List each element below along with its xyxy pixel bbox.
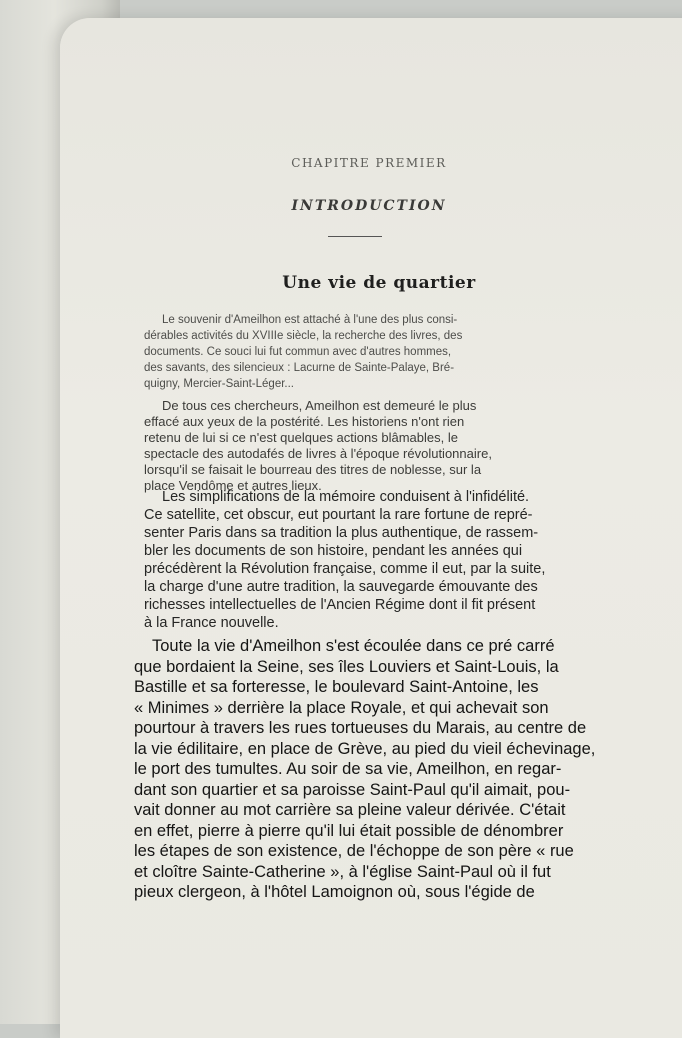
- title-divider: [328, 236, 382, 237]
- paragraph-1: [144, 312, 654, 392]
- paragraph-2: [144, 398, 664, 494]
- text-line: « Minimes » derrière la place Royale, et qui achevait son: [134, 698, 549, 717]
- paragraph-3: [144, 488, 679, 632]
- text-line: pourtour à travers les rues tortueuses du Marais, au centre de: [134, 719, 587, 737]
- text-line: pieux clergeon, à l'hôtel Lamoignon où, sous l'égide de: [134, 883, 535, 901]
- text-line: que bordaient la Seine, ses îles Louviers et Saint-Louis, la: [134, 657, 559, 676]
- book-page: [60, 18, 682, 1038]
- page-content: [104, 18, 664, 1018]
- text-line: le port des tumultes. Au soir de sa vie, Ameilhon, en regar-: [134, 760, 562, 778]
- text-line: les étapes de son existence, de l'échoppe de son père « rue: [134, 842, 574, 860]
- text-line: Le souvenir d'Ameilhon est attaché à l'une des plus consi-: [162, 314, 458, 326]
- text-line: effacé aux yeux de la postérité. Les historiens n'ont rien: [144, 414, 465, 429]
- text-line: retenu de lui si ce n'est quelques actions blâmables, le: [144, 430, 458, 445]
- text-line: place Vendôme et autres lieux.: [144, 478, 322, 493]
- text-line: quigny, Mercier-Saint-Léger...: [144, 378, 294, 390]
- section-title: Une vie de quartier: [282, 273, 476, 293]
- text-line: richesses intellectuelles de l'Ancien Régime dont il fit présent: [144, 597, 536, 613]
- text-line: en effet, pierre à pierre qu'il lui était possible de dénombrer: [134, 821, 564, 840]
- text-line: précédèrent la Révolution française, comme il eut, par la suite,: [144, 561, 546, 577]
- text-line: des savants, des silencieux : Lacurne de Sainte-Palaye, Bré-: [144, 362, 455, 374]
- paragraph-4: [134, 636, 679, 903]
- text-line: à la France nouvelle.: [144, 615, 279, 631]
- text-line: dant son quartier et sa paroisse Saint-Paul qu'il aimait, pou-: [134, 780, 571, 799]
- text-line: documents. Ce souci lui fut commun avec d'autres hommes,: [144, 346, 452, 358]
- text-line: la vie édilitaire, en place de Grève, au pied du vieil échevinage,: [134, 739, 596, 758]
- text-line: Les simplifications de la mémoire conduisent à l'infidélité.: [162, 489, 530, 505]
- text-line: lorsqu'il se faisait le bourreau des titres de noblesse, sur la: [144, 462, 482, 477]
- text-line: Bastille et sa forteresse, le boulevard Saint-Antoine, les: [134, 678, 539, 696]
- text-line: et cloître Sainte-Catherine », à l'église Saint-Paul où il fut: [134, 862, 551, 881]
- text-line: bler les documents de son histoire, pendant les années qui: [144, 543, 523, 559]
- text-line: dérables activités du XVIIIe siècle, la recherche des livres, des: [144, 330, 463, 342]
- chapter-label: CHAPITRE PREMIER: [291, 156, 447, 170]
- text-line: De tous ces chercheurs, Ameilhon est demeuré le plus: [162, 398, 477, 413]
- text-line: senter Paris dans sa tradition la plus authentique, de rassem-: [144, 525, 539, 541]
- text-line: Toute la vie d'Ameilhon s'est écoulée dans ce pré carré: [152, 637, 555, 655]
- text-line: Ce satellite, cet obscur, eut pourtant la rare fortune de repré-: [144, 507, 533, 523]
- text-line: la charge d'une autre tradition, la sauvegarde émouvante des: [144, 579, 538, 595]
- text-line: vait donner au mot carrière sa pleine valeur dérivée. C'était: [134, 801, 566, 819]
- text-line: spectacle des autodafés de livres à l'époque révolutionnaire,: [144, 446, 492, 461]
- chapter-title: INTRODUCTION: [291, 198, 447, 214]
